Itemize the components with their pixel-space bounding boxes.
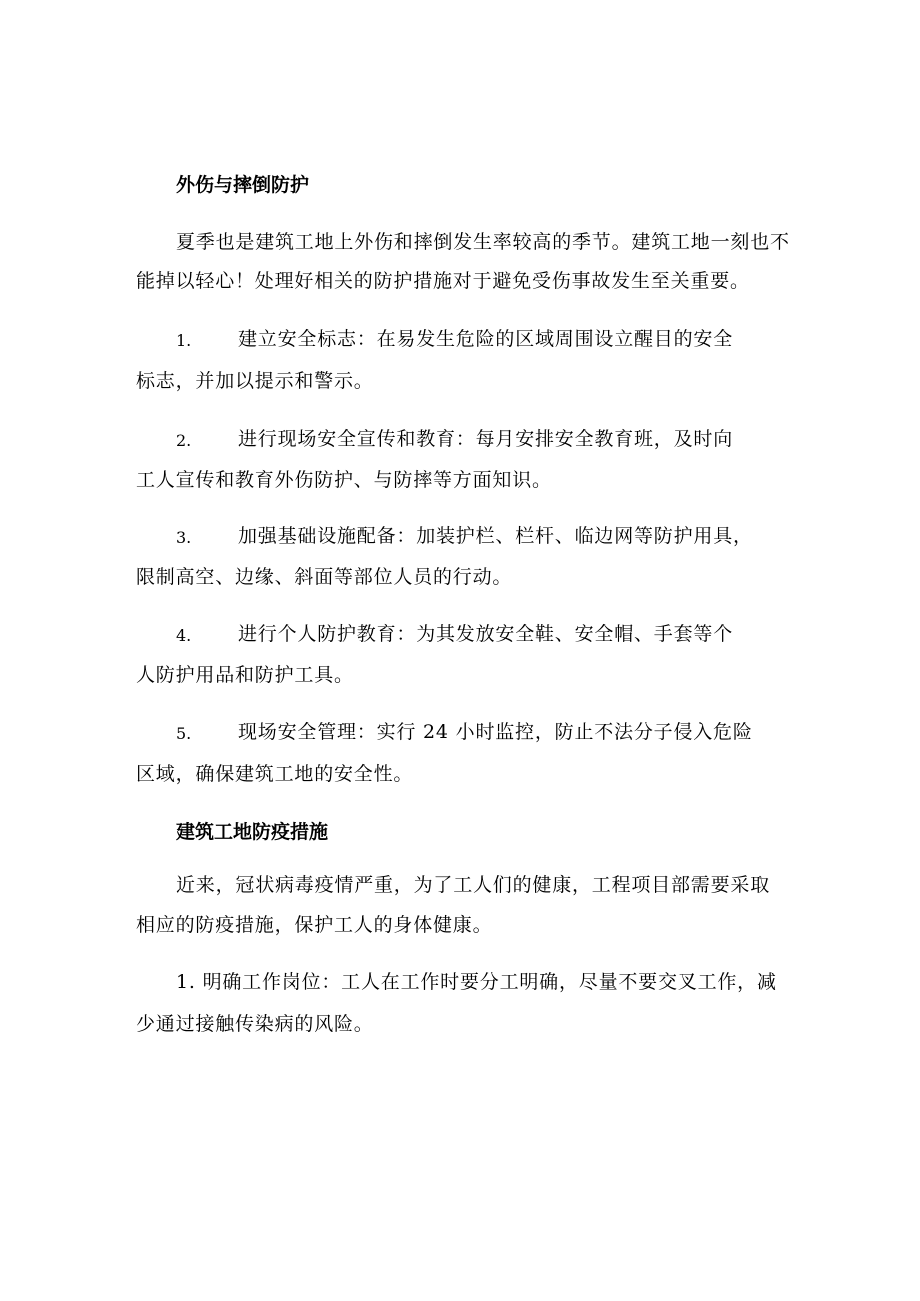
list-item-number: 2. <box>176 431 192 450</box>
list-item-text: 标志，并加以提示和警示。 <box>136 370 374 392</box>
list-item-text: 区域，确保建筑工地的安全性。 <box>136 763 414 785</box>
intro-line: 相应的防疫措施，保护工人的身体健康。 <box>136 914 493 936</box>
list-item-number: 3. <box>176 528 192 547</box>
list-item-text: 进行现场安全宣传和教育：每月安排安全教育班，及时向 <box>238 428 734 450</box>
list-item-text: 限制高空、边缘、斜面等部位人员的行动。 <box>136 566 513 588</box>
list-item-text: 工人宣传和教育外伤防护、与防摔等方面知识。 <box>136 469 552 491</box>
list-item-text: 加强基础设施配备：加装护栏、栏杆、临边网等防护用具， <box>238 525 753 547</box>
list-item-text: 少通过接触传染病的风险。 <box>136 1013 374 1035</box>
list-item-number: 4. <box>176 626 192 645</box>
intro-line: 夏季也是建筑工地上外伤和摔倒发生率较高的季节。建筑工地一刻也不 <box>176 231 790 253</box>
list-item-text: 1. 明确工作岗位：工人在工作时要分工明确，尽量不要交叉工作，减 <box>176 971 777 993</box>
section-heading-injury: 外伤与摔倒防护 <box>176 174 310 196</box>
section-heading-epidemic: 建筑工地防疫措施 <box>176 821 329 843</box>
list-item-text: 人防护用品和防护工具。 <box>136 664 354 686</box>
list-item-text: 现场安全管理：实行 24 小时监控，防止不法分子侵入危险 <box>238 721 753 743</box>
list-item-number: 1. <box>176 331 192 350</box>
list-item-text: 建立安全标志：在易发生危险的区域周围设立醒目的安全 <box>238 328 734 350</box>
list-item-text: 进行个人防护教育：为其发放安全鞋、安全帽、手套等个 <box>238 623 734 645</box>
intro-line: 近来，冠状病毒疫情严重，为了工人们的健康，工程项目部需要采取 <box>176 874 771 896</box>
list-item-number: 5. <box>176 724 192 743</box>
intro-line: 能掉以轻心！处理好相关的防护措施对于避免受伤事故发生至关重要。 <box>136 270 750 292</box>
